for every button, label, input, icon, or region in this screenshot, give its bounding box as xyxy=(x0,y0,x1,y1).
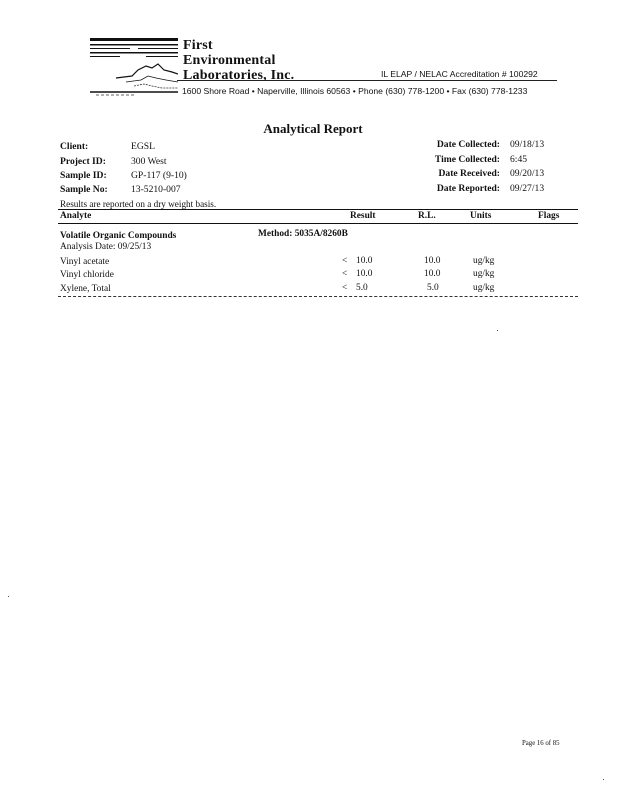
company-address: 1600 Shore Road • Naperville, Illinois 60563 • Phone (630) 778-1200 • Fax (630) 778-1233 xyxy=(182,86,528,96)
group-title: Volatile Organic Compounds xyxy=(60,231,177,241)
sample-id-label: Sample ID: xyxy=(60,170,107,181)
table-row-result: 10.0 xyxy=(356,269,373,279)
table-row-units: ug/kg xyxy=(473,283,495,293)
company-name-line3: Laboratories, Inc. xyxy=(183,68,295,83)
analysis-date: Analysis Date: 09/25/13 xyxy=(60,242,152,252)
company-name-line1: First xyxy=(183,38,213,53)
table-row-rl: 10.0 xyxy=(424,256,441,266)
project-id-label: Project ID: xyxy=(60,156,106,167)
sample-id-value: GP-117 (9-10) xyxy=(131,170,187,181)
header-result: Result xyxy=(350,211,376,221)
table-bottom-rule xyxy=(58,296,578,297)
scan-speck xyxy=(603,779,604,780)
date-reported-value: 09/27/13 xyxy=(510,183,545,194)
scan-speck xyxy=(497,330,498,331)
date-reported-label: Date Reported: xyxy=(436,183,500,194)
table-row-analyte: Xylene, Total xyxy=(60,284,111,294)
basis-note: Results are reported on a dry weight basis. xyxy=(60,199,217,209)
table-header-rule xyxy=(58,223,578,224)
table-row-analyte: Vinyl acetate xyxy=(60,257,110,267)
header-flags: Flags xyxy=(538,211,560,221)
header-rule xyxy=(177,80,557,81)
table-row-qualifier: < xyxy=(342,256,348,266)
date-collected-label: Date Collected: xyxy=(436,139,500,150)
date-collected-value: 09/18/13 xyxy=(510,139,545,150)
sample-no-label: Sample No: xyxy=(60,184,108,195)
company-name-line2: Environmental xyxy=(183,53,276,68)
table-row-rl: 10.0 xyxy=(424,269,441,279)
accreditation-text: IL ELAP / NELAC Accreditation # 100292 xyxy=(381,69,538,79)
client-label: Client: xyxy=(60,141,89,152)
table-row-units: ug/kg xyxy=(473,269,495,279)
header-units: Units xyxy=(470,211,492,221)
table-row-result: 5.0 xyxy=(356,283,368,293)
company-logo-graphic xyxy=(86,36,178,98)
date-received-label: Date Received: xyxy=(438,168,500,179)
method-text: Method: 5035A/8260B xyxy=(258,229,348,239)
header-analyte: Analyte xyxy=(60,211,92,221)
table-row-result: 10.0 xyxy=(356,256,373,266)
report-title: Analytical Report xyxy=(263,121,363,136)
time-collected-value: 6:45 xyxy=(510,154,528,165)
table-row-analyte: Vinyl chloride xyxy=(60,270,114,280)
header-rl: R.L. xyxy=(418,211,436,221)
sample-no-value: 13-5210-007 xyxy=(131,184,181,195)
table-row-qualifier: < xyxy=(342,283,348,293)
page-number: Page 16 of 85 xyxy=(522,740,560,747)
date-received-value: 09/20/13 xyxy=(510,168,545,179)
time-collected-label: Time Collected: xyxy=(434,154,500,165)
table-row-units: ug/kg xyxy=(473,256,495,266)
client-value: EGSL xyxy=(131,141,155,152)
table-row-rl: 5.0 xyxy=(427,283,439,293)
scan-speck xyxy=(8,596,9,597)
project-id-value: 300 West xyxy=(131,156,167,167)
table-top-rule xyxy=(58,209,578,210)
table-row-qualifier: < xyxy=(342,269,348,279)
